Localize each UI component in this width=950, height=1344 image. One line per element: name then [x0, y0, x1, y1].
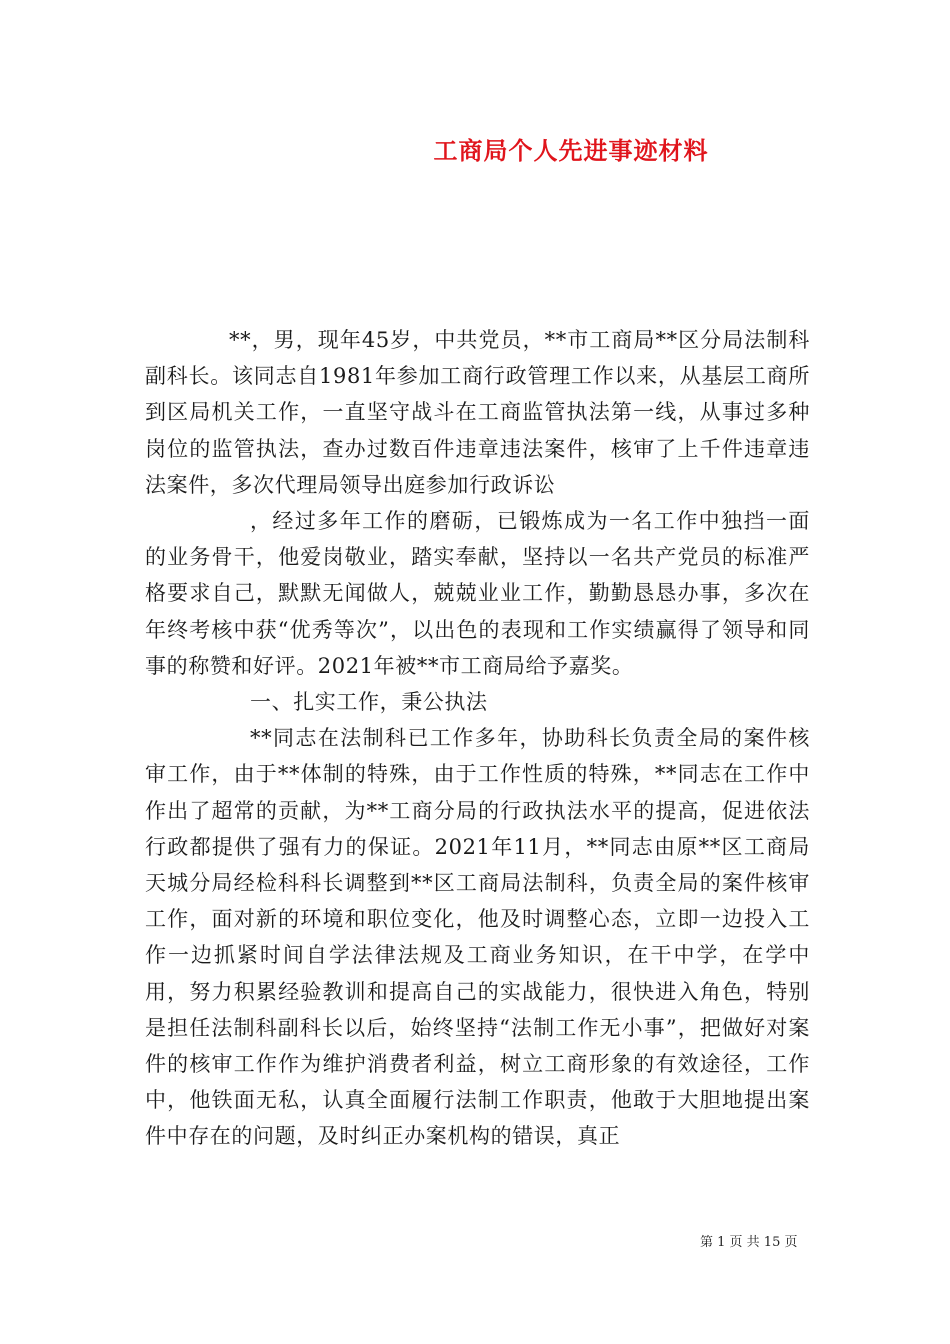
paragraph-section-one: **同志在法制科已工作多年，协助科长负责全局的案件核审工作，由于**体制的特殊，由于工作性质的特殊，**同志在工作中作出了超常的贡献，为**工商分局的行政执法水平的提高，促进依法行政都提供了强有力的保证。2021年11月，**同志由原**区工商局天城分局经检科科长调整到**区工商局法制科，负责全局的案件核审工作，面对新的环境和职位变化，他及时调整心态，立即一边投入工作一边抓紧时间自学法律法规及工商业务知识，在干中学，在学中用，努力积累经验教训和提高自己的实战能力，很快进入角色，特别是担任法制科副科长以后，始终坚持“法制工作无小事”，把做好对案件的核审工作作为维护消费者利益，树立工商形象的有效途径，工作中，他铁面无私，认真全面履行法制工作职责，他敢于大胆地提出案件中存在的问题，及时纠正办案机构的错误，真正	[145, 726, 810, 1149]
section-heading: 一、扎实工作，秉公执法	[250, 690, 488, 715]
document-title: 工商局个人先进事迹材料	[433, 136, 709, 165]
document-body	[145, 322, 810, 1155]
paragraph-continuation: ，经过多年工作的磨砺，已锻炼成为一名工作中独挡一面的业务骨干，他爱岗敬业，踏实奉献，坚持以一名共产党员的标准严格要求自己，默默无闻做人，兢兢业业工作，勤勤恳恳办事，多次在年终考核中获“优秀等次”，以出色的表现和工作实绩赢得了领导和同事的称赞和好评。2021年被**市工商局给予嘉奖。	[145, 509, 810, 678]
paragraph-intro: **，男，现年45岁，中共党员，**市工商局**区分局法制科副科长。该同志自1981年参加工商行政管理工作以来，从基层工商所到区局机关工作，一直坚守战斗在工商监管执法第一线，从事过多种岗位的监管执法，查办过数百件违章违法案件，核审了上千件违章违法案件，多次代理局领导出庭参加行政诉讼	[145, 328, 810, 497]
page-number-footer: 第 1 页 共 15 页	[700, 1235, 798, 1250]
